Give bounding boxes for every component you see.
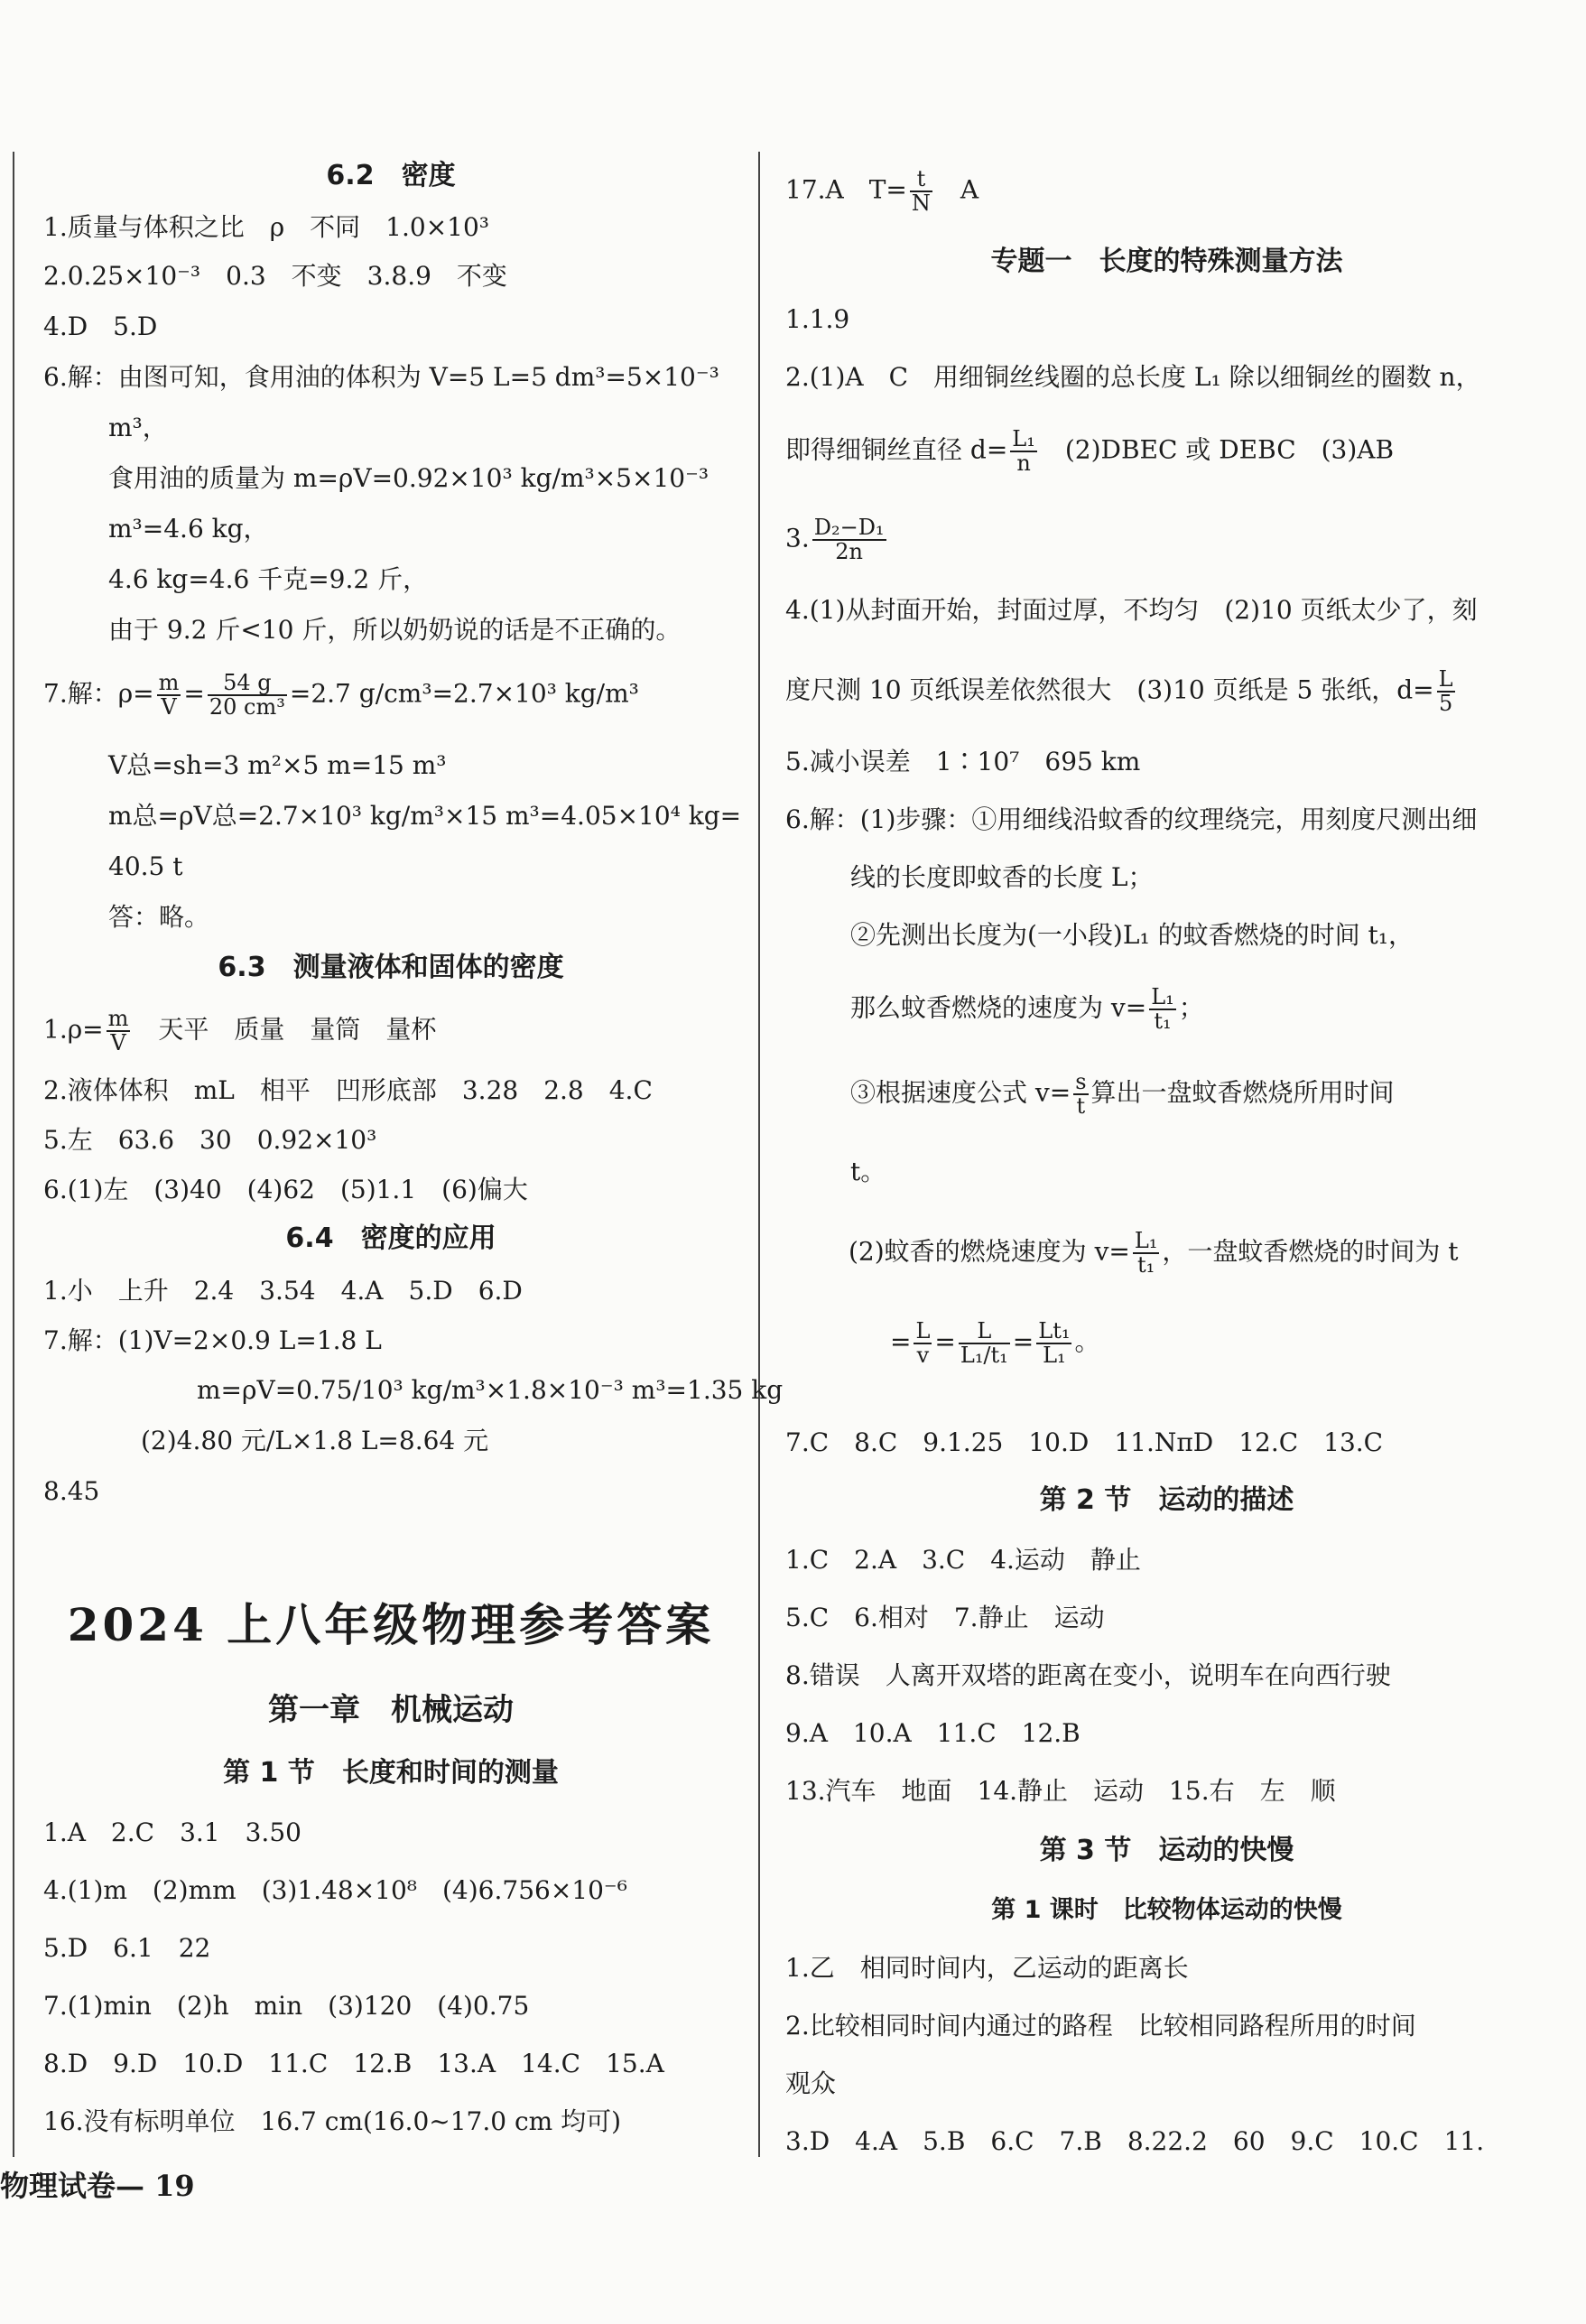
denominator: t₁ [1136, 1252, 1155, 1278]
answer-line-fraction [890, 1320, 1099, 1367]
answer-line-fraction [850, 986, 1204, 1033]
numerator: t [910, 168, 932, 192]
text: ，一盘蚊香燃烧的时间为 t [1162, 1236, 1459, 1267]
main-title: 2024 上八年级物理参考答案 [67, 1598, 715, 1651]
answer-line-fraction [849, 1230, 1459, 1277]
text: = [1012, 1326, 1034, 1357]
answer-line: 1.乙 相同时间内，乙运动的距离长 [785, 1953, 1189, 1983]
answer-line: m³=4.6 kg， [108, 514, 269, 544]
numerator: D₂−D₁ [813, 515, 885, 540]
text: (2)蚊香的燃烧速度为 v= [849, 1236, 1130, 1267]
answer-line: 3.D 4.A 5.B 6.C 7.B 8.22.2 60 9.C 10.C 11. [785, 2126, 1485, 2156]
denominator: 5 [1438, 691, 1453, 717]
answer-line-fraction [785, 668, 1458, 715]
text: 。 [1074, 1326, 1100, 1357]
chapter-heading: 第一章 机械运动 [268, 1692, 514, 1728]
fraction [812, 516, 886, 563]
answer-line: 食用油的质量为 m=ρV=0.92×10³ kg/m³×5×10⁻³ [108, 463, 710, 493]
answer-line: 5.左 63.6 30 0.92×10³ [43, 1125, 377, 1155]
column-divider [758, 152, 760, 2157]
answer-line: 2.液体体积 mL 相平 凹形底部 3.28 2.8 4.C [43, 1075, 653, 1105]
numerator: s [1075, 1069, 1087, 1094]
numerator: Lt₁ [1038, 1318, 1071, 1343]
answer-line: 由于 9.2 斤<10 斤，所以奶奶说的话是不正确的。 [108, 615, 682, 645]
answer-line: 16.没有标明单位 16.7 cm(16.0~17.0 cm 均可) [43, 2106, 622, 2136]
text: 3. [785, 523, 810, 553]
section-heading-6-4: 6.4 密度的应用 [285, 1222, 496, 1254]
numerator: L₁ [1134, 1228, 1158, 1253]
denominator: 20 cm³ [209, 694, 285, 720]
topic-heading: 专题一 长度的特殊测量方法 [990, 246, 1343, 277]
answer-line-fraction [43, 672, 639, 719]
denominator: 2n [835, 539, 863, 565]
section-heading-1-1: 第 1 节 长度和时间的测量 [223, 1757, 559, 1789]
numerator: m [107, 1006, 129, 1031]
numerator: L₁ [1012, 426, 1035, 451]
answer-line: 1.质量与体积之比 ρ 不同 1.0×10³ [43, 212, 490, 242]
answer-line: 5.减小误差 1∶10⁷ 695 km [785, 747, 1141, 776]
denominator: L₁ [1043, 1343, 1066, 1369]
section-heading-1-3: 第 3 节 运动的快慢 [1039, 1835, 1294, 1866]
answer-line: 9.A 10.A 11.C 12.B [785, 1718, 1081, 1748]
answer-line: (2)4.80 元/L×1.8 L=8.64 元 [141, 1426, 489, 1455]
answer-line: 40.5 t [108, 851, 183, 881]
answer-line: 5.D 6.1 22 [43, 1933, 211, 1963]
answer-line: 线的长度即蚊香的长度 L； [850, 862, 1154, 892]
text: 7.解：ρ= [43, 678, 154, 709]
text: 那么蚊香燃烧的速度为 v= [850, 992, 1147, 1023]
answer-line: 观众 [785, 2068, 837, 2098]
denominator: t [1076, 1093, 1086, 1120]
text: 度尺测 10 页纸误差依然很大 (3)10 页纸是 5 张纸，d= [785, 674, 1434, 705]
answer-line: m总=ρV总=2.7×10³ kg/m³×15 m³=4.05×10⁴ kg= [108, 801, 742, 831]
left-margin-rule [13, 152, 14, 2157]
text: 天平 质量 量筒 量杯 [133, 1014, 437, 1045]
fraction [1073, 1071, 1088, 1118]
answer-line: 答：略。 [108, 902, 210, 932]
fraction [1036, 1320, 1071, 1367]
numerator: L [959, 1320, 1010, 1344]
fraction [914, 1320, 932, 1367]
answer-line: m=ρV=0.75/10³ kg/m³×1.8×10⁻³ m³=1.35 kg [197, 1375, 784, 1405]
text: ； [1178, 992, 1204, 1023]
denominator: V [161, 694, 177, 720]
denominator: L₁/t₁ [960, 1343, 1008, 1369]
fraction [1133, 1230, 1160, 1277]
answer-line: 13.汽车 地面 14.静止 运动 15.右 左 顺 [785, 1776, 1336, 1806]
answer-line: 4.D 5.D [43, 311, 158, 341]
denominator: V [110, 1030, 126, 1056]
answer-line-fraction [785, 428, 1394, 475]
numerator: L [915, 1318, 931, 1343]
answer-line: 4.(1)m (2)mm (3)1.48×10⁸ (4)6.756×10⁻⁶ [43, 1875, 627, 1905]
text: =2.7 g/cm³=2.7×10³ kg/m³ [289, 678, 639, 709]
fraction [208, 672, 287, 719]
denominator: t₁ [1154, 1009, 1172, 1035]
denominator: n [1016, 451, 1031, 477]
answer-line: 8.错误 人离开双塔的距离在变小，说明车在向西行驶 [785, 1660, 1391, 1690]
answer-line: 8.45 [43, 1476, 100, 1506]
answer-line: 2.0.25×10⁻³ 0.3 不变 3.8.9 不变 [43, 261, 507, 291]
fraction [1149, 986, 1176, 1033]
text: 即得细铜丝直径 d= [785, 434, 1008, 465]
answer-line-fraction [43, 1008, 436, 1055]
answer-line: 7.解：(1)V=2×0.9 L=1.8 L [43, 1325, 382, 1355]
text: 算出一盘蚊香燃烧所用时间 [1090, 1077, 1395, 1108]
section-heading-6-2: 6.2 密度 [326, 160, 456, 191]
answer-line: V总=sh=3 m²×5 m=15 m³ [108, 750, 447, 780]
lesson-heading: 第 1 课时 比较物体运动的快慢 [991, 1896, 1342, 1924]
numerator: 54 g [208, 672, 287, 696]
answer-line: 2.(1)A C 用细铜丝线圈的总长度 L₁ 除以细铜丝的圈数 n， [785, 362, 1481, 392]
numerator: L₁ [1151, 984, 1174, 1009]
denominator: N [911, 191, 931, 217]
answer-line: 7.C 8.C 9.1.25 10.D 11.NπD 12.C 13.C [785, 1427, 1384, 1457]
answer-line: ②先测出长度为(一小段)L₁ 的蚊香燃烧的时间 t₁， [850, 920, 1414, 950]
fraction [910, 168, 932, 215]
text: A [934, 174, 979, 205]
answer-line: 6.解：(1)步骤：①用细线沿蚊香的纹理绕完，用刻度尺测出细 [785, 804, 1478, 834]
answer-line: 6.(1)左 (3)40 (4)62 (5)1.1 (6)偏大 [43, 1175, 528, 1204]
answer-line: 1.小 上升 2.4 3.54 4.A 5.D 6.D [43, 1276, 523, 1306]
fraction [1010, 428, 1037, 475]
answer-line: 1.1.9 [785, 304, 850, 334]
answer-line: 4.6 kg=4.6 千克=9.2 斤， [108, 564, 429, 594]
answer-line: 1.A 2.C 3.1 3.50 [43, 1817, 301, 1847]
denominator: v [916, 1343, 930, 1369]
text: = [890, 1326, 912, 1357]
answer-line: 4.(1)从封面开始，封面过厚，不均匀 (2)10 页纸太少了，刻 [785, 595, 1478, 625]
text: = [934, 1326, 956, 1357]
answer-line: 6.解：由图可知，食用油的体积为 V=5 L=5 dm³=5×10⁻³ [43, 362, 719, 392]
answer-line: 5.C 6.相对 7.静止 运动 [785, 1603, 1105, 1632]
answer-line: 8.D 9.D 10.D 11.C 12.B 13.A 14.C 15.A [43, 2049, 664, 2078]
numerator: L [1438, 666, 1453, 692]
fraction [157, 672, 181, 719]
section-heading-1-2: 第 2 节 运动的描述 [1039, 1484, 1294, 1516]
answer-line: 2.比较相同时间内通过的路程 比较相同路程所用的时间 [785, 2011, 1416, 2040]
text: (2)DBEC 或 DEBC (3)AB [1039, 434, 1395, 465]
numerator: m [158, 670, 180, 695]
answer-line: 7.(1)min (2)h min (3)120 (4)0.75 [43, 1991, 530, 2021]
answer-line-fraction [850, 1071, 1395, 1118]
text: 1.ρ= [43, 1014, 104, 1045]
fraction [1437, 668, 1455, 715]
fraction [107, 1008, 131, 1055]
section-heading-6-3: 6.3 测量液体和固体的密度 [218, 952, 564, 983]
page-footer: 物理试卷— 19 [0, 2169, 195, 2203]
answer-line: m³， [108, 413, 168, 442]
answer-line-fraction [785, 168, 978, 215]
text: = [183, 678, 205, 709]
text: 17.A T= [785, 174, 907, 205]
answer-line: t。 [850, 1157, 886, 1186]
answer-line: 1.C 2.A 3.C 4.运动 静止 [785, 1545, 1141, 1575]
fraction [959, 1320, 1010, 1367]
text: ③根据速度公式 v= [850, 1077, 1071, 1108]
answer-line-fraction [785, 516, 889, 563]
